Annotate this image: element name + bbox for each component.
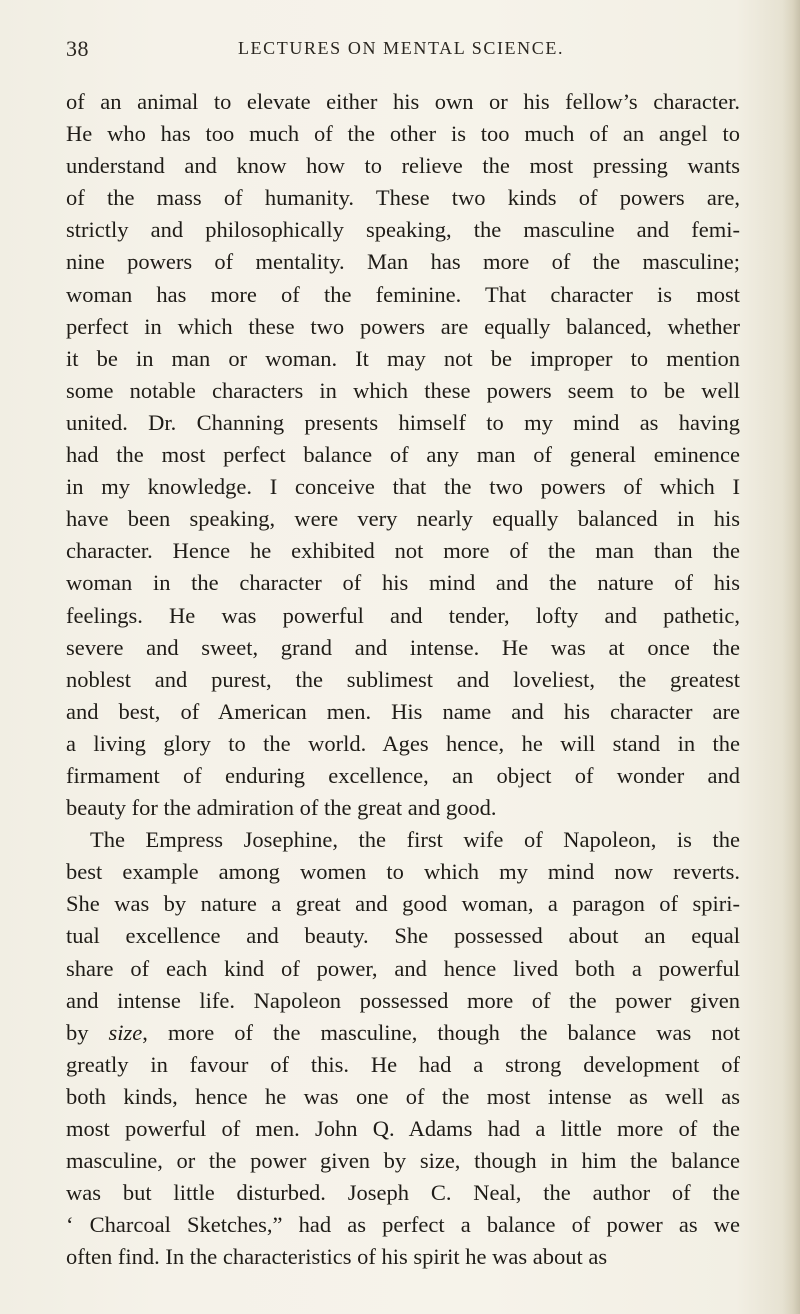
text-line: noblest and purest, the sublimest and loveliest, the greatest — [66, 666, 740, 692]
text-line: a living glory to the world. Ages hence, he will stand in the — [66, 730, 740, 756]
text-line: both kinds, hence he was one of the most intense as well as — [66, 1083, 740, 1109]
text-line: have been speaking, were very nearly equally balanced in his — [66, 506, 740, 532]
text-line: woman in the character of his mind and the nature of his — [66, 570, 740, 596]
text-line: of the mass of humanity. These two kinds of powers are, — [66, 185, 740, 211]
body-text — [66, 86, 740, 1273]
text-line: greatly in favour of this. He had a strong development of — [66, 1051, 740, 1077]
text-line: nine powers of mentality. Man has more of the masculine; — [66, 249, 740, 275]
text-line: it be in man or woman. It may not be improper to mention — [66, 345, 740, 371]
running-head: LECTURES ON MENTAL SCIENCE. — [237, 38, 565, 58]
text-line: often find. In the characteristics of his spirit he was about as — [66, 1244, 608, 1270]
page-edge-shadow — [782, 0, 800, 1314]
text-line: He who has too much of the other is too much of an angel to — [66, 121, 740, 147]
page-number: 38 — [66, 36, 89, 61]
text-line: perfect in which these two powers are equally balanced, whether — [66, 313, 740, 339]
text-line: of an animal to elevate either his own or his fellow’s character. — [66, 89, 740, 114]
text-line: understand and know how to relieve the most pressing wants — [66, 153, 740, 179]
text-line: ‘ Charcoal Sketches,” had as perfect a balance of power as we — [66, 1212, 740, 1238]
text-line: woman has more of the feminine. That character is most — [66, 281, 740, 307]
text-line: and best, of American men. His name and his character are — [66, 698, 740, 724]
text-line: character. Hence he exhibited not more of the man than the — [66, 538, 740, 564]
page-header — [66, 36, 736, 70]
text-fragment: , more of the masculine, though the balance was not — [142, 1019, 740, 1045]
text-line: tual excellence and beauty. She possessed about an equal — [66, 923, 740, 949]
text-line: most powerful of men. John Q. Adams had a little more of the — [66, 1116, 740, 1141]
text-line: firmament of enduring excellence, an object of wonder and — [66, 762, 740, 788]
text-line: and intense life. Napoleon possessed more of the power given — [66, 987, 740, 1013]
text-fragment: by — [66, 1019, 89, 1045]
text-line: had the most perfect balance of any man of general eminence — [66, 442, 740, 468]
text-line: beauty for the admiration of the great and good. — [66, 795, 497, 821]
text-line-with-italic — [66, 1017, 740, 1049]
text-line: share of each kind of power, and hence lived both a powerful — [66, 955, 740, 981]
text-line: some notable characters in which these powers seem to be well — [66, 377, 740, 403]
italic-word: size — [108, 1019, 143, 1045]
text-line: in my knowledge. I conceive that the two powers of which I — [66, 474, 740, 500]
text-line: She was by nature a great and good woman, a paragon of spiri- — [66, 891, 740, 917]
text-line: united. Dr. Channing presents himself to my mind as having — [66, 409, 740, 435]
text-line: feelings. He was powerful and tender, lofty and pathetic, — [66, 602, 740, 628]
text-line: severe and sweet, grand and intense. He was at once the — [66, 634, 740, 660]
text-line: strictly and philosophically speaking, the masculine and femi- — [66, 217, 740, 243]
text-line: best example among women to which my mind now reverts. — [66, 859, 740, 885]
text-line: was but little disturbed. Joseph C. Neal, the author of the — [66, 1180, 740, 1206]
text-line: The Empress Josephine, the first wife of Napoleon, is the — [90, 827, 740, 853]
text-line: masculine, or the power given by size, though in him the balance — [66, 1148, 740, 1174]
